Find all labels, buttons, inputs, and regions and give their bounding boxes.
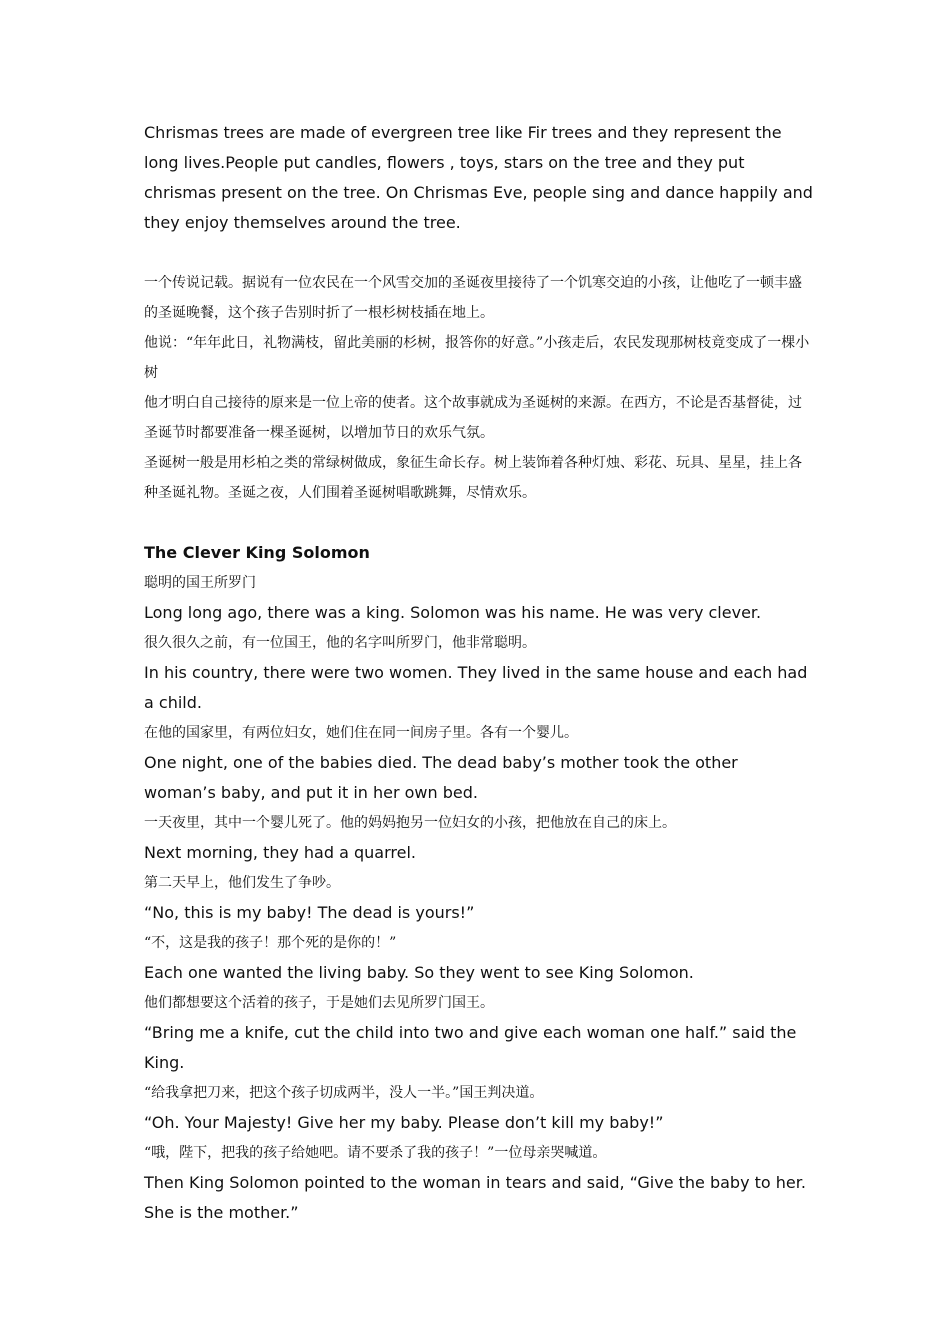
story-line-english: “No, this is my baby! The dead is yours!”: [144, 903, 475, 922]
document-page: [144, 118, 814, 1228]
story-title: The Clever King Solomon: [144, 543, 370, 562]
story-line-chinese: 很久很久之前，有一位国王，他的名字叫所罗门，他非常聪明。: [144, 635, 536, 651]
story-title-chinese: 聪明的国王所罗门: [144, 575, 256, 591]
spacer: [144, 238, 814, 268]
story-line-english: “Bring me a knife, cut the child into two and give each woman one half.” said the King.: [144, 1023, 797, 1072]
story-line-chinese: “不，这是我的孩子！那个死的是你的！”: [144, 935, 397, 951]
story-line-chinese: “哦，陛下，把我的孩子给她吧。请不要杀了我的孩子！”一位母亲哭喊道。: [144, 1145, 607, 1161]
story-line-chinese: 第二天早上，他们发生了争吵。: [144, 875, 340, 891]
story-line-english: One night, one of the babies died. The dead baby’s mother took the other woman’s baby, and put it in her own bed.: [144, 753, 738, 802]
story-line-english: Long long ago, there was a king. Solomon was his name. He was very clever.: [144, 603, 762, 622]
intro-english-paragraph: Chrismas trees are made of evergreen tree like Fir trees and they represent the long lives.People put candles, flowers , toys, stars on the tree and they put chrismas present on the tree. On Chrismas Eve, people sing and dance happily and they enjoy themselves around the tree.: [144, 123, 813, 232]
story-line-chinese: 在他的国家里，有两位妇女，她们住在同一间房子里。各有一个婴儿。: [144, 725, 578, 741]
story-line-chinese: “给我拿把刀来，把这个孩子切成两半，没人一半。”国王判决道。: [144, 1085, 544, 1101]
spacer: [144, 508, 814, 538]
intro-chinese-paragraph: 他才明白自己接待的原来是一位上帝的使者。这个故事就成为圣诞树的来源。在西方，不论是否基督徒，过圣诞节时都要准备一棵圣诞树，以增加节日的欢乐气氛。: [144, 395, 802, 441]
story-line-chinese: 一天夜里，其中一个婴儿死了。他的妈妈抱另一位妇女的小孩，把他放在自己的床上。: [144, 815, 676, 831]
story-line-english: Each one wanted the living baby. So they went to see King Solomon.: [144, 963, 694, 982]
story-line-english: Then King Solomon pointed to the woman in tears and said, “Give the baby to her. She is the mother.”: [144, 1173, 806, 1222]
story-line-chinese: 他们都想要这个活着的孩子，于是她们去见所罗门国王。: [144, 995, 494, 1011]
intro-chinese-paragraph: 一个传说记载。据说有一位农民在一个风雪交加的圣诞夜里接待了一个饥寒交迫的小孩，让他吃了一顿丰盛的圣诞晚餐，这个孩子告别时折了一根杉树枝插在地上。: [144, 275, 802, 321]
story-line-english: Next morning, they had a quarrel.: [144, 843, 416, 862]
story-line-english: “Oh. Your Majesty! Give her my baby. Please don’t kill my baby!”: [144, 1113, 664, 1132]
intro-chinese-paragraph: 他说：“年年此日，礼物满枝，留此美丽的杉树，报答你的好意。”小孩走后，农民发现那树枝竟变成了一棵小树: [144, 335, 810, 381]
story-line-english: In his country, there were two women. They lived in the same house and each had a child.: [144, 663, 808, 712]
intro-chinese-paragraph: 圣诞树一般是用杉柏之类的常绿树做成，象征生命长存。树上装饰着各种灯烛、彩花、玩具、星星，挂上各种圣诞礼物。圣诞之夜，人们围着圣诞树唱歌跳舞，尽情欢乐。: [144, 455, 802, 501]
